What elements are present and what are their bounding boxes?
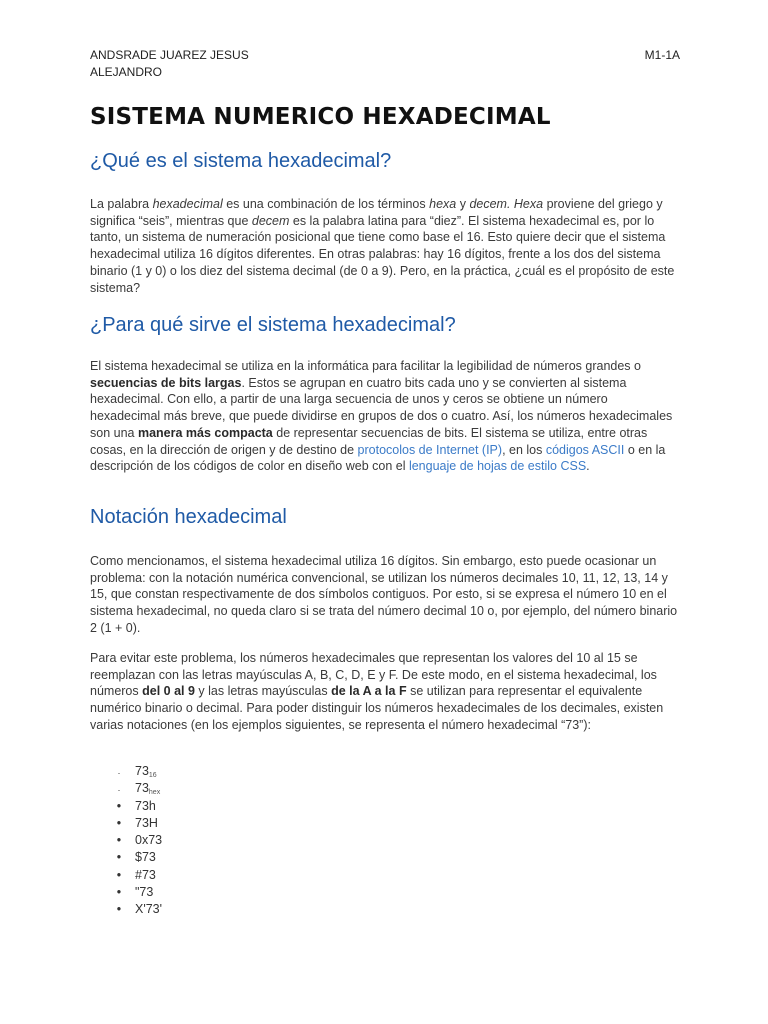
group-code: M1-1A <box>644 48 680 62</box>
link-ip-protocols[interactable]: protocolos de Internet (IP) <box>357 442 503 457</box>
section-heading-notation: Notación hexadecimal <box>90 506 287 528</box>
list-item: . $73_{16}$ <box>117 764 157 779</box>
author-name-line1: ANDSRADE JUAREZ JESUS <box>90 48 249 62</box>
list-item: • "73 <box>116 885 154 900</box>
list-item: • $73 <box>116 850 156 865</box>
document-title: SISTEMA NUMERICO HEXADECIMAL <box>90 104 551 130</box>
paragraph-notation-1: Como mencionamos, el sistema hexadecimal utiliza 16 dígitos. Sin embargo, esto puede ocasionar un problema: con la notación numérica convencional, se utilizan los números decimales 10, 11, 12, 13, 14 y 15, que constan respectivamente de dos símbolos contiguos. Por esto, si se expresa el número 10 en el sistema hexadecimal, no queda claro si se trata del número decimal 10 o, por ejemplo, del número binario 2 (1 + 0). <box>90 554 678 635</box>
list-item: • 0x73 <box>116 833 163 848</box>
notation-list <box>90 763 162 919</box>
list-item: • 73h <box>116 798 156 813</box>
paragraph-purpose: El sistema hexadecimal se utiliza en la informática para facilitar la legibilidad de números grandes o secuencias de bits largas. Estos se agrupan en cuatro bits cada uno y se convierten al sistema hexadecimal. Con ello, a partir de una larga secuencia de unos y ceros se obtiene un número hexadecimal más breve, que puede dividirse en grupos de dos o cuatro. Así, los números hexadecimales son una manera más compacta de representar secuencias de bits. El sistema se utiliza, entre otras cosas, en la dirección de origen y de destino de protocolos de Internet (IP), en los códigos ASCII o en la descripción de los códigos de color en diseño web con el lenguaje de hojas de estilo CSS. <box>90 359 673 474</box>
author-name-line2: ALEJANDRO <box>90 65 163 79</box>
paragraph-notation-2: Para evitar este problema, los números hexadecimales que representan los valores del 10 al 15 se reemplazan con las letras mayúsculas A, B, C, D, E y F. De este modo, en el sistema hexadecimal, los números del 0 al 9 y las letras mayúsculas de la A a la F se utilizan para representar el equivalente numérico binario o decimal. Para poder distinguir los números hexadecimales de los decimales, existen varias notaciones (en los ejemplos siguientes, se representa el número hexadecimal “73”): <box>90 651 664 732</box>
list-item: • 73H <box>116 815 158 830</box>
list-item: • X'73' <box>116 902 163 917</box>
list-item: • #73 <box>116 867 156 882</box>
paragraph-what-is: La palabra hexadecimal es una combinación de los términos hexa y decem. Hexa proviene del griego y significa “seis”, mientras que decem es la palabra latina para “diez”. El sistema hexadecimal es, por lo tanto, un sistema de numeración posicional que tiene como base el 16. Esto quiere decir que el sistema hexadecimal utiliza 16 dígitos diferentes. En otras palabras: hay 16 dígitos, frente a los dos del sistema binario (1 y 0) o los diez del sistema decimal (de 0 a 9). Pero, en la práctica, ¿cuál es el propósito de este sistema? <box>90 197 675 295</box>
link-ascii-codes[interactable]: códigos ASCII <box>545 442 625 457</box>
document-header <box>90 47 680 81</box>
list-item: . $73_{hex}$ <box>117 781 161 797</box>
section-heading-purpose: ¿Para qué sirve el sistema hexadecimal? <box>90 314 456 336</box>
link-css[interactable]: lenguaje de hojas de estilo CSS <box>408 459 587 474</box>
section-heading-what-is: ¿Qué es el sistema hexadecimal? <box>90 150 392 172</box>
